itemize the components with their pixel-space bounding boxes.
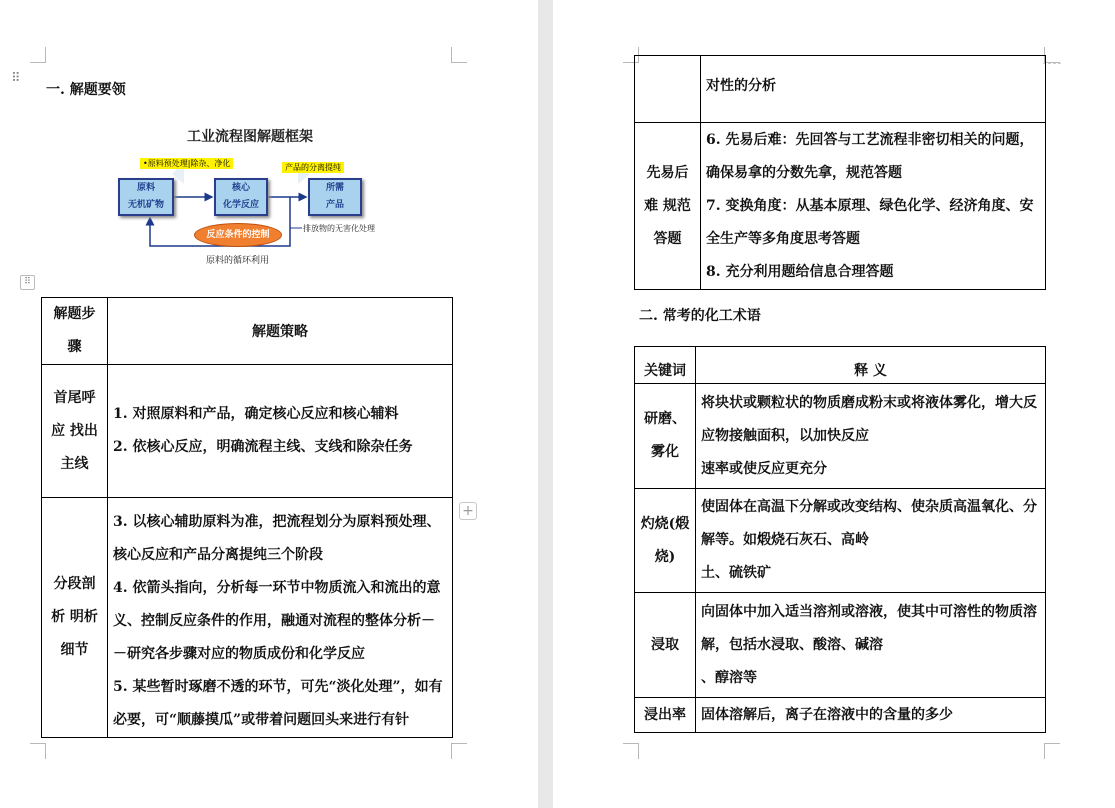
table-row [635, 123, 1046, 290]
row-value-cell[interactable]: 1. 对照原料和产品，确定核心反应和核心辅料 2. 依核心反应，明确流程主线、支线和除杂任务 [108, 365, 453, 498]
reaction-control-ellipse: 反应条件的控制 [194, 223, 282, 247]
process-framework-diagram [110, 122, 390, 267]
row-value-cell[interactable]: 向固体中加入适当溶剂或溶液，使其中可溶性的物质溶解，包括水浸取、酸溶、碱溶 、醇溶等 [696, 593, 1046, 698]
row-value-cell[interactable]: 固体溶解后，离子在溶液中的含量的多少 [696, 698, 1046, 733]
table-row [635, 593, 1046, 698]
waste-treatment-label: 排放物的无害化处理 [303, 224, 375, 233]
section-heading: 二. 常考的化工术语 [639, 308, 761, 324]
row-key-cell[interactable]: 浸出率 [635, 698, 696, 733]
crop-mark [1044, 47, 1060, 63]
row-key-cell[interactable]: 分段剖析 明析细节 [42, 498, 108, 738]
row-value-cell[interactable]: 3. 以核心辅助原料为准，把流程划分为原料预处理、核心反应和产品分离提纯三个阶段 4. 依箭头指向，分析每一环节中物质流入和流出的意义、控制反应条件的作用，融通对流程的整体分析－－研究各步骤对应的物质成份和化学反应 5. 某些暂时琢磨不透的环节，可先“淡化处理”，如有必要，可“顺藤摸瓜”或带着问题回头来进行有针 [108, 498, 453, 738]
row-key-cell[interactable]: 灼烧(煅烧) [635, 489, 696, 593]
product-box: 所需 产品 [308, 178, 362, 216]
table-header-row [42, 298, 453, 365]
crop-mark [30, 47, 46, 63]
chemical-terms-table [634, 346, 1046, 733]
row-key-cell[interactable]: 研磨、雾化 [635, 384, 696, 489]
core-reaction-box: 核心 化学反应 [214, 178, 268, 216]
table-header-row [635, 347, 1046, 384]
row-value-cell[interactable]: 对性的分析 [701, 56, 1046, 123]
header-cell-keyword[interactable]: 关键词 [635, 347, 696, 384]
raw-recycle-label: 原料的循环利用 [206, 256, 270, 266]
table-move-handle-icon[interactable]: ⠿ [20, 275, 35, 290]
crop-mark [1044, 743, 1060, 759]
document-page-left [0, 0, 538, 808]
row-value-cell[interactable]: 6. 先易后难：先回答与工艺流程非密切相关的问题，确保易拿的分数先拿，规范答题 7. 变换角度：从基本原理、绿色化学、经济角度、安全生产等多角度思考答题 8. 充分利用题给信息合理答题 [701, 123, 1046, 290]
crop-mark [451, 47, 467, 63]
row-value-cell[interactable]: 将块状或颗粒状的物质磨成粉末或将液体雾化，增大反应物接触面积，以加快反应 速率或使反应更充分 [696, 384, 1046, 489]
table-row [635, 489, 1046, 593]
row-key-cell[interactable]: 先易后难 规范答题 [635, 123, 701, 290]
solving-steps-table [41, 297, 453, 738]
table-row [42, 365, 453, 498]
header-cell-steps[interactable]: 解题步骤 [42, 298, 108, 365]
crop-mark [30, 743, 46, 759]
raw-material-box: 原料 无机矿物 [118, 178, 174, 216]
row-key-cell[interactable]: 浸取 [635, 593, 696, 698]
table-row [635, 698, 1046, 733]
add-column-button[interactable]: + [459, 502, 477, 520]
row-value-cell[interactable]: 使固体在高温下分解或改变结构、使杂质高温氧化、分解等。如煅烧石灰石、高岭 土、硫铁矿 [696, 489, 1046, 593]
header-cell-strategy[interactable]: 解题策略 [108, 298, 453, 365]
paragraph-drag-handle-icon[interactable]: ⠿ [11, 71, 20, 86]
table-row [635, 56, 1046, 123]
header-cell-definition[interactable]: 释 义 [696, 347, 1046, 384]
crop-mark [623, 743, 639, 759]
table-row [42, 498, 453, 738]
pretreatment-label: •原料预处理|除杂、净化 [140, 158, 233, 169]
crop-mark [451, 743, 467, 759]
section-heading: 一. 解题要领 [46, 82, 126, 98]
document-page-right [553, 0, 1115, 808]
diagram-title: 工业流程图解题框架 [187, 129, 313, 145]
row-key-cell[interactable] [635, 56, 701, 123]
separation-label: 产品的分离提纯 [282, 162, 344, 173]
row-key-cell[interactable]: 首尾呼应 找出主线 [42, 365, 108, 498]
solving-steps-table-continued [634, 55, 1046, 290]
table-row [635, 384, 1046, 489]
